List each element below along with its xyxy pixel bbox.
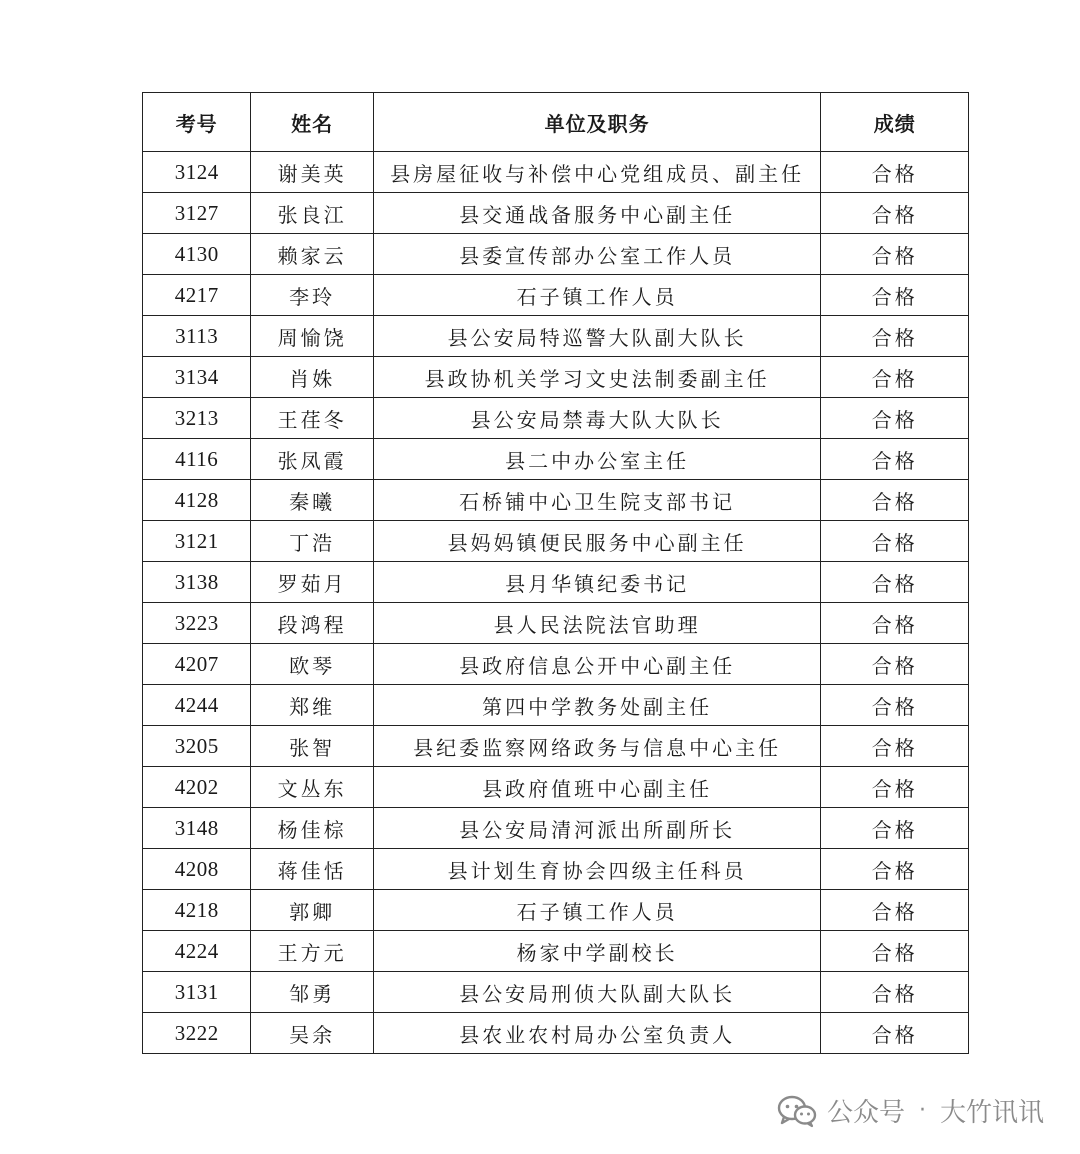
table-row xyxy=(143,685,969,726)
cell-score: 合格 xyxy=(821,808,969,849)
header-score: 成绩 xyxy=(821,93,969,152)
cell-unit: 县公安局特巡警大队副大队长 xyxy=(373,316,821,357)
cell-id: 4208 xyxy=(143,849,251,890)
table-row xyxy=(143,316,969,357)
table-row xyxy=(143,1013,969,1054)
cell-name: 蒋佳恬 xyxy=(251,849,373,890)
cell-name: 郑维 xyxy=(251,685,373,726)
cell-name: 欧琴 xyxy=(251,644,373,685)
cell-id: 3121 xyxy=(143,521,251,562)
cell-unit: 县计划生育协会四级主任科员 xyxy=(373,849,821,890)
cell-name: 张智 xyxy=(251,726,373,767)
cell-score: 合格 xyxy=(821,480,969,521)
cell-name: 周愉饶 xyxy=(251,316,373,357)
cell-name: 文丛东 xyxy=(251,767,373,808)
table-body xyxy=(143,152,969,1054)
cell-unit: 县月华镇纪委书记 xyxy=(373,562,821,603)
cell-id: 4218 xyxy=(143,890,251,931)
cell-id: 3127 xyxy=(143,193,251,234)
cell-id: 4116 xyxy=(143,439,251,480)
cell-unit: 县委宣传部办公室工作人员 xyxy=(373,234,821,275)
cell-unit: 石子镇工作人员 xyxy=(373,890,821,931)
header-name: 姓名 xyxy=(251,93,373,152)
cell-unit: 杨家中学副校长 xyxy=(373,931,821,972)
table-row xyxy=(143,480,969,521)
table-row xyxy=(143,644,969,685)
cell-id: 4202 xyxy=(143,767,251,808)
cell-id: 3138 xyxy=(143,562,251,603)
cell-name: 谢美英 xyxy=(251,152,373,193)
cell-unit: 县公安局清河派出所副所长 xyxy=(373,808,821,849)
cell-id: 3148 xyxy=(143,808,251,849)
cell-id: 4130 xyxy=(143,234,251,275)
cell-unit: 县农业农村局办公室负责人 xyxy=(373,1013,821,1054)
cell-id: 4244 xyxy=(143,685,251,726)
header-id: 考号 xyxy=(143,93,251,152)
cell-name: 罗茹月 xyxy=(251,562,373,603)
cell-name: 秦曦 xyxy=(251,480,373,521)
results-table xyxy=(142,92,969,1054)
cell-name: 李玲 xyxy=(251,275,373,316)
cell-id: 3205 xyxy=(143,726,251,767)
table-row xyxy=(143,890,969,931)
table-row xyxy=(143,398,969,439)
table-row xyxy=(143,767,969,808)
cell-id: 3213 xyxy=(143,398,251,439)
cell-id: 4224 xyxy=(143,931,251,972)
cell-unit: 县纪委监察网络政务与信息中心主任 xyxy=(373,726,821,767)
cell-unit: 石桥铺中心卫生院支部书记 xyxy=(373,480,821,521)
cell-name: 赖家云 xyxy=(251,234,373,275)
cell-name: 杨佳棕 xyxy=(251,808,373,849)
cell-score: 合格 xyxy=(821,562,969,603)
table-row xyxy=(143,439,969,480)
cell-score: 合格 xyxy=(821,972,969,1013)
cell-name: 张凤霞 xyxy=(251,439,373,480)
cell-score: 合格 xyxy=(821,193,969,234)
wechat-watermark xyxy=(777,1092,1044,1129)
table-row xyxy=(143,234,969,275)
table-row xyxy=(143,603,969,644)
table-row xyxy=(143,931,969,972)
cell-id: 3223 xyxy=(143,603,251,644)
cell-id: 4128 xyxy=(143,480,251,521)
cell-id: 3134 xyxy=(143,357,251,398)
cell-score: 合格 xyxy=(821,234,969,275)
cell-score: 合格 xyxy=(821,316,969,357)
cell-unit: 县人民法院法官助理 xyxy=(373,603,821,644)
cell-unit: 县公安局刑侦大队副大队长 xyxy=(373,972,821,1013)
cell-name: 吴余 xyxy=(251,1013,373,1054)
cell-id: 3222 xyxy=(143,1013,251,1054)
cell-unit: 第四中学教务处副主任 xyxy=(373,685,821,726)
table-row xyxy=(143,193,969,234)
table-row xyxy=(143,972,969,1013)
table-row xyxy=(143,562,969,603)
header-unit: 单位及职务 xyxy=(373,93,821,152)
cell-name: 丁浩 xyxy=(251,521,373,562)
cell-score: 合格 xyxy=(821,931,969,972)
cell-score: 合格 xyxy=(821,726,969,767)
cell-score: 合格 xyxy=(821,357,969,398)
cell-name: 郭卿 xyxy=(251,890,373,931)
cell-score: 合格 xyxy=(821,398,969,439)
cell-score: 合格 xyxy=(821,1013,969,1054)
cell-score: 合格 xyxy=(821,890,969,931)
cell-name: 段鸿程 xyxy=(251,603,373,644)
table-row xyxy=(143,357,969,398)
cell-unit: 县政府信息公开中心副主任 xyxy=(373,644,821,685)
cell-name: 王荏冬 xyxy=(251,398,373,439)
table-row xyxy=(143,726,969,767)
cell-name: 王方元 xyxy=(251,931,373,972)
cell-id: 3131 xyxy=(143,972,251,1013)
cell-id: 3124 xyxy=(143,152,251,193)
table-row xyxy=(143,849,969,890)
table-row xyxy=(143,275,969,316)
cell-score: 合格 xyxy=(821,644,969,685)
cell-name: 肖姝 xyxy=(251,357,373,398)
cell-id: 4207 xyxy=(143,644,251,685)
cell-unit: 县交通战备服务中心副主任 xyxy=(373,193,821,234)
watermark-account: 大竹讯讯 xyxy=(939,1098,1044,1128)
cell-unit: 县政府值班中心副主任 xyxy=(373,767,821,808)
cell-unit: 县公安局禁毒大队大队长 xyxy=(373,398,821,439)
cell-unit: 县二中办公室主任 xyxy=(373,439,821,480)
watermark-prefix: 公众号 xyxy=(826,1098,905,1128)
wechat-icon xyxy=(777,1094,817,1128)
cell-score: 合格 xyxy=(821,152,969,193)
cell-id: 4217 xyxy=(143,275,251,316)
cell-unit: 县房屋征收与补偿中心党组成员、副主任 xyxy=(373,152,821,193)
table-row xyxy=(143,152,969,193)
cell-score: 合格 xyxy=(821,275,969,316)
cell-unit: 石子镇工作人员 xyxy=(373,275,821,316)
watermark-separator: · xyxy=(918,1098,926,1123)
cell-name: 张良江 xyxy=(251,193,373,234)
cell-id: 3113 xyxy=(143,316,251,357)
table-header-row xyxy=(143,93,969,152)
cell-unit: 县妈妈镇便民服务中心副主任 xyxy=(373,521,821,562)
cell-score: 合格 xyxy=(821,603,969,644)
cell-score: 合格 xyxy=(821,685,969,726)
cell-score: 合格 xyxy=(821,439,969,480)
cell-score: 合格 xyxy=(821,849,969,890)
cell-unit: 县政协机关学习文史法制委副主任 xyxy=(373,357,821,398)
cell-score: 合格 xyxy=(821,767,969,808)
table-row xyxy=(143,521,969,562)
cell-name: 邹勇 xyxy=(251,972,373,1013)
cell-score: 合格 xyxy=(821,521,969,562)
table-row xyxy=(143,808,969,849)
